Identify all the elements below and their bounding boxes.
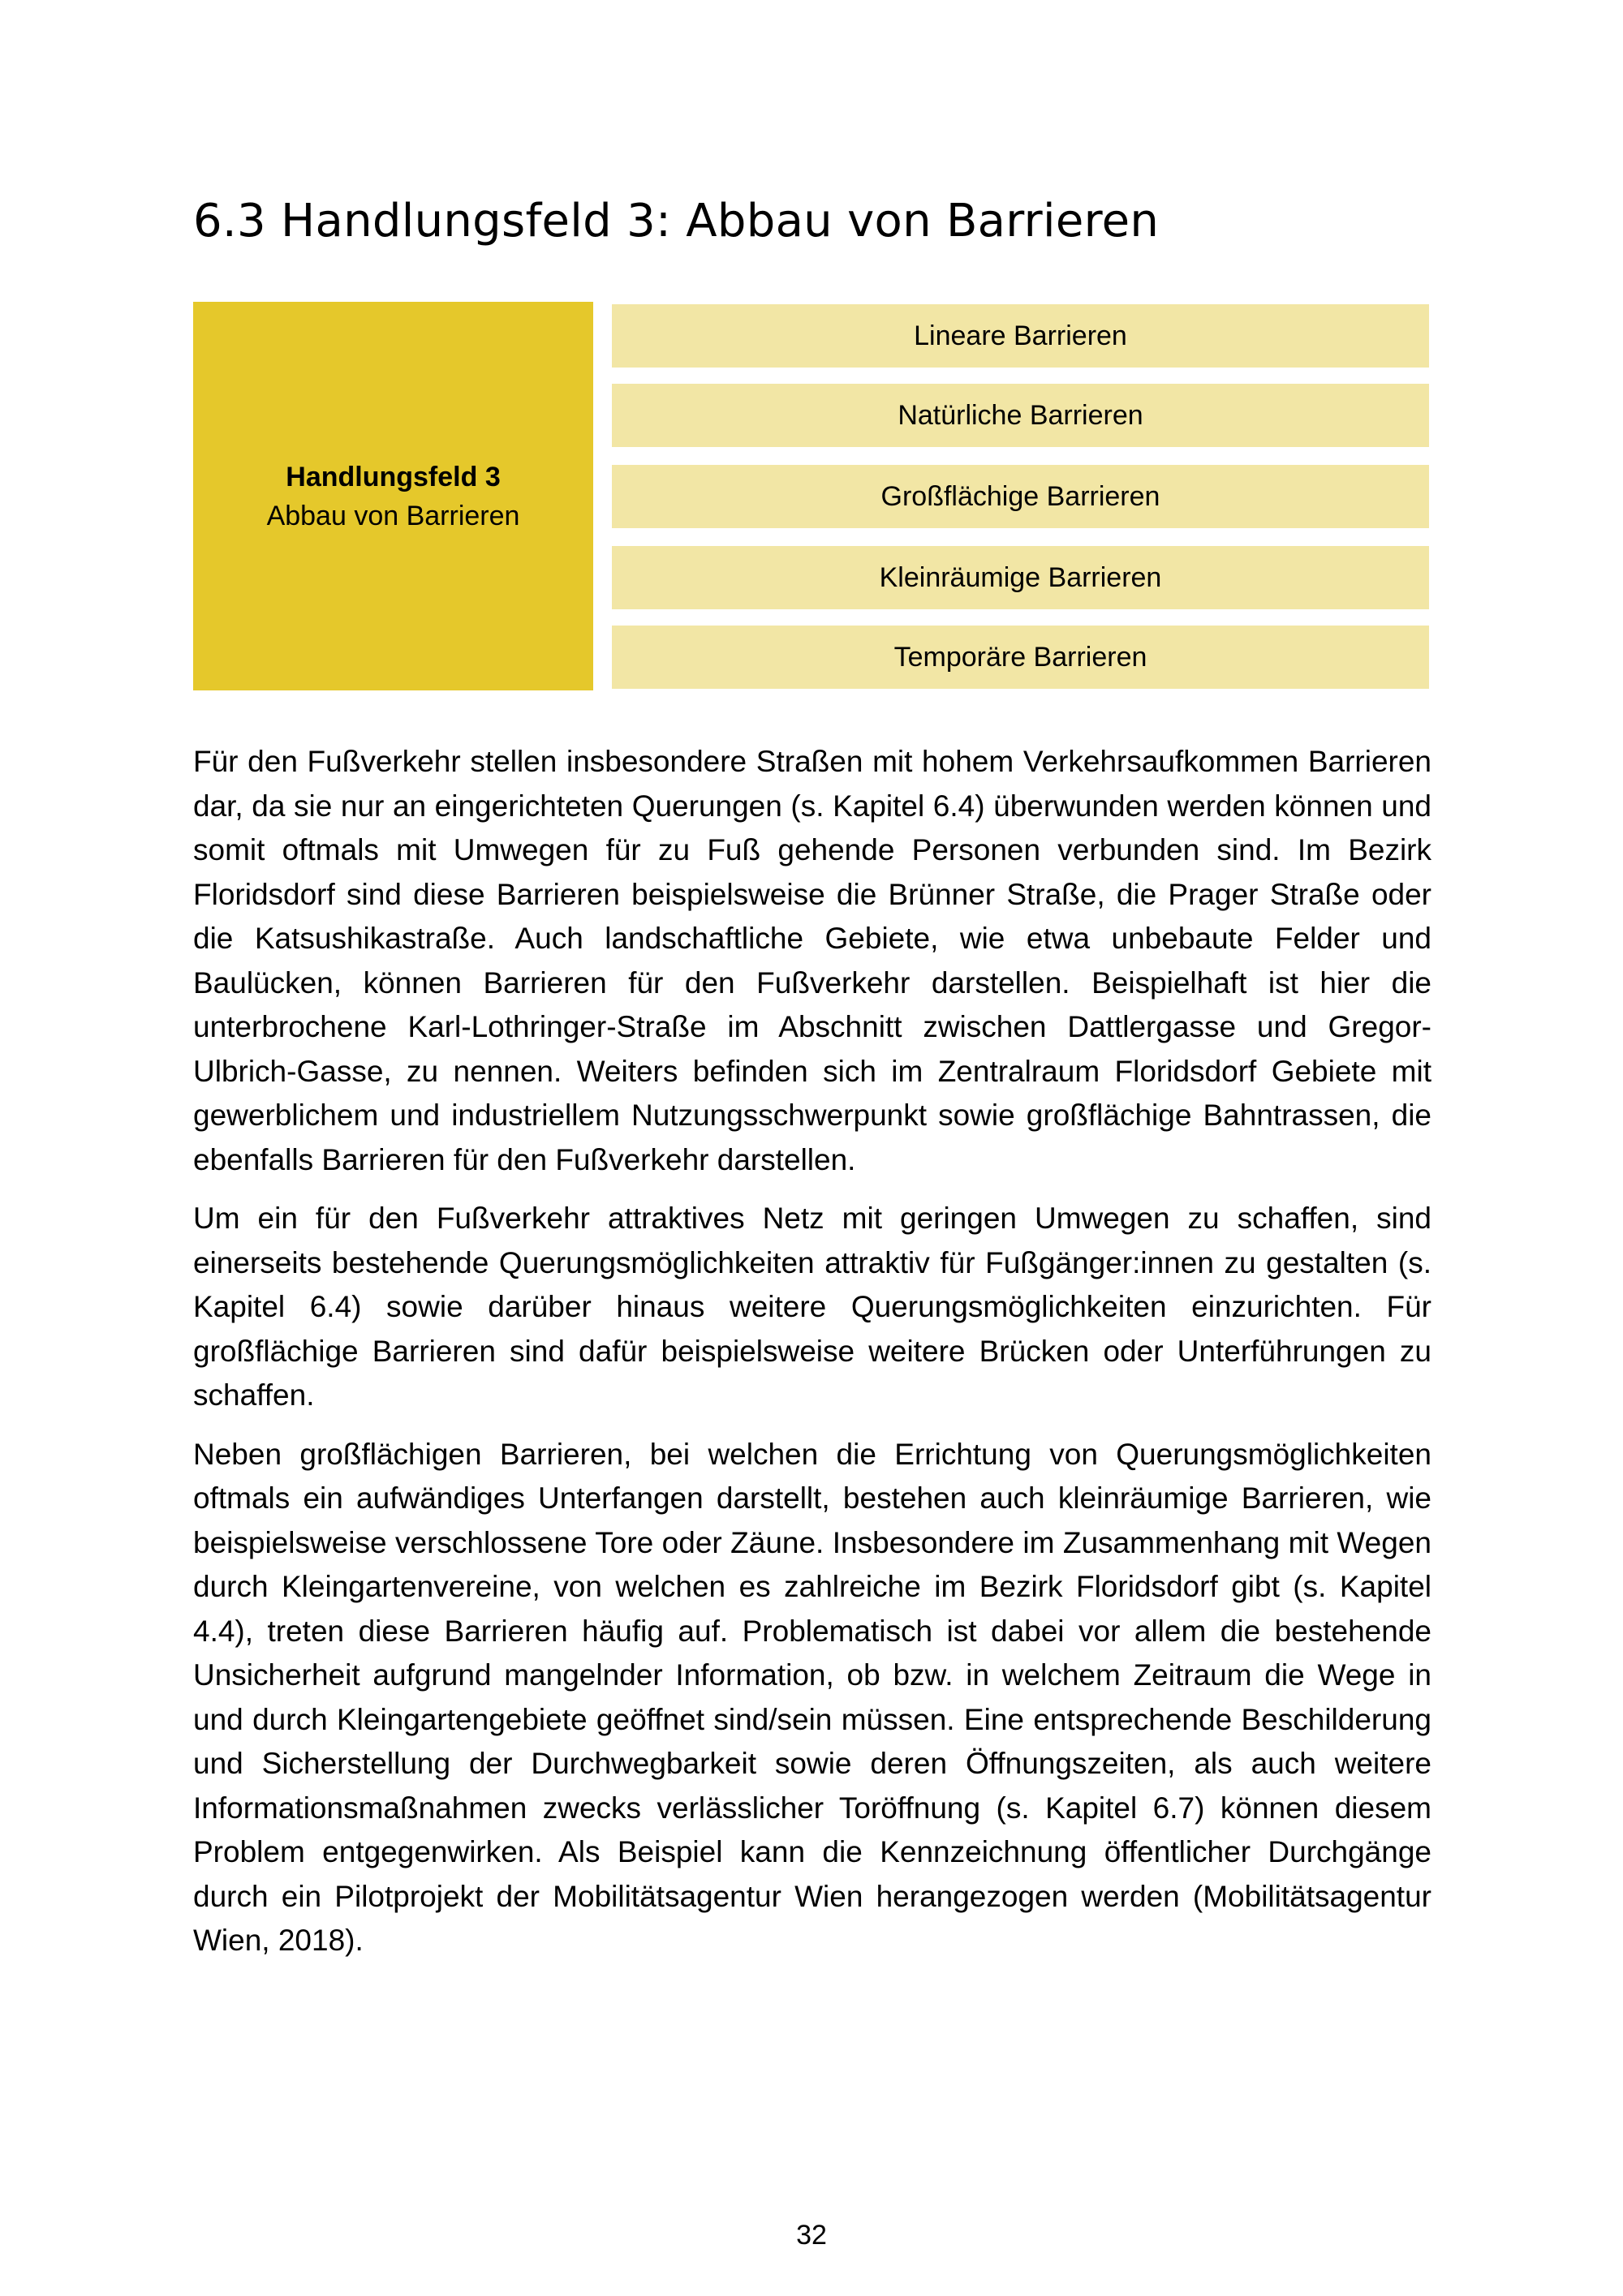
barrier-type-natural: Natürliche Barrieren — [612, 384, 1429, 447]
barrier-type-large-scale: Großflächige Barrieren — [612, 465, 1429, 528]
barrier-type-linear: Lineare Barrieren — [612, 304, 1429, 368]
action-field-box — [193, 302, 593, 690]
barrier-type-temporary: Temporäre Barrieren — [612, 626, 1429, 689]
page-number: 32 — [796, 2220, 827, 2251]
paragraph: Für den Fußverkehr stellen insbesondere Straßen mit hohem Verkehrsaufkommen Barrieren dar, da sie nur an eingerichteten Querungen (s. Kapitel 6.4) überwunden werden können und somit oftmals mit Umwegen für zu Fuß gehende Personen verbunden sind. Im Bezirk Floridsdorf sind diese Barrieren beispielsweise die Brünner Straße, die Prager Straße oder die Katsushikastraße. Auch landschaftliche Gebiete, wie etwa unbebaute Felder und Baulücken, können Barrieren für den Fußverkehr darstellen. Beispielhaft ist hier die unterbrochene Karl-Lothringer-Straße im Abschnitt zwischen Dattlergasse und Gregor-Ulbrich-Gasse, zu nennen. Weiters befinden sich im Zentralraum Floridsdorf Gebiete mit gewerblichem und industriellem Nutzungsschwerpunkt sowie großflächige Bahntrassen, die ebenfalls Barrieren für den Fußverkehr darstellen. — [193, 745, 1431, 1176]
section-title: 6.3 Handlungsfeld 3: Abbau von Barrieren — [193, 195, 1160, 247]
paragraph: Um ein für den Fußverkehr attraktives Netz mit geringen Umwegen zu schaffen, sind einerseits bestehende Querungsmöglichkeiten attraktiv für Fußgänger:innen zu gestalten (s. Kapitel 6.4) sowie darüber hinaus weitere Querungsmöglichkeiten einzurichten. Für großflächige Barrieren sind dafür beispielsweise weitere Brücken oder Unterführungen zu schaffen. — [193, 1202, 1431, 1412]
barrier-type-small-scale: Kleinräumige Barrieren — [612, 546, 1429, 609]
action-field-subtitle: Abbau von Barrieren — [266, 500, 520, 531]
body-text — [193, 740, 1431, 1978]
action-field-title: Handlungsfeld 3 — [286, 461, 501, 492]
paragraph: Neben großflächigen Barrieren, bei welchen die Errichtung von Querungsmöglichkeiten oftmals ein aufwändiges Unterfangen darstellt, bestehen auch kleinräumige Barrieren, wie beispielsweise verschlossene Tore oder Zäune. Insbesondere im Zusammenhang mit Wegen durch Kleingartenvereine, von welchen es zahlreiche im Bezirk Floridsdorf gibt (s. Kapitel 4.4), treten diese Barrieren häufig auf. Problematisch ist dabei vor allem die bestehende Unsicherheit aufgrund mangelnder Information, ob bzw. in welchem Zeitraum die Wege in und durch Kleingartengebiete geöffnet sind/sein müssen. Eine entsprechende Beschilderung und Sicherstellung der Durchwegbarkeit sowie deren Öffnungszeiten, als auch weitere Informationsmaßnahmen zwecks verlässlicher Toröffnung (s. Kapitel 6.7) können diesem Problem entgegenwirken. Als Beispiel kann die Kennzeichnung öffentlicher Durchgänge durch ein Pilotprojekt der Mobilitätsagentur Wien herangezogen werden (Mobilitätsagentur Wien, 2018). — [193, 1437, 1431, 1957]
